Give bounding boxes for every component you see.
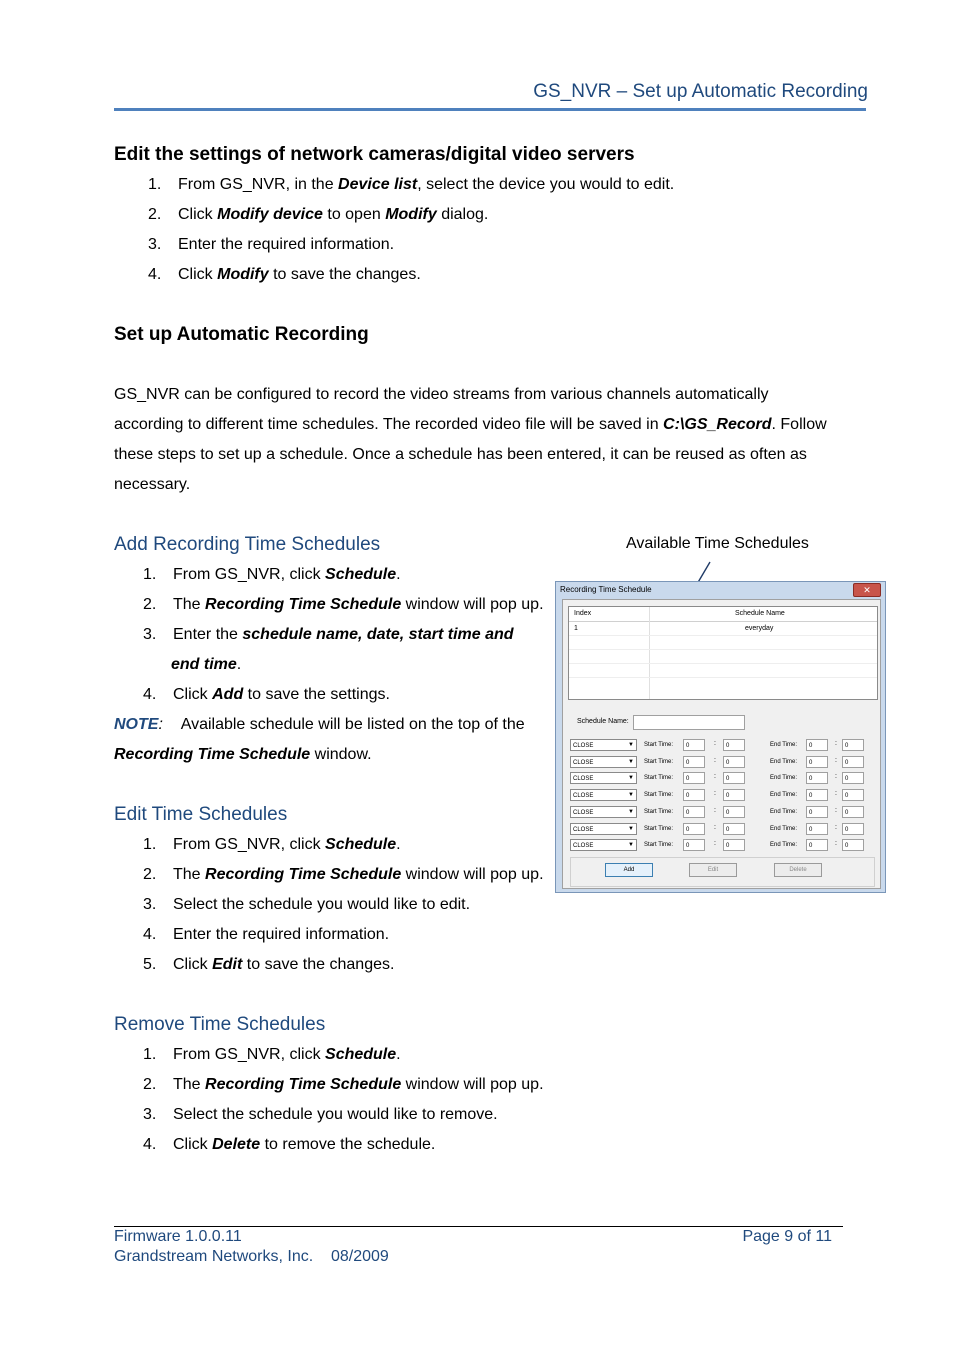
schedule-row	[563, 806, 880, 820]
start-hour-input[interactable]: 0	[683, 839, 705, 851]
end-time-label: End Time:	[770, 792, 798, 799]
list-item: 1. From GS_NVR, in the Device list, select the device you would to edit.	[148, 176, 675, 193]
list-item: 2. The Recording Time Schedule window will pop up.	[143, 1076, 544, 1093]
section-heading-automatic-recording: Set up Automatic Recording	[114, 324, 369, 345]
end-time-label: End Time:	[770, 808, 798, 815]
column-header-schedule-name: Schedule Name	[735, 610, 785, 617]
list-item-continuation: end time.	[171, 656, 242, 673]
subsection-heading-edit: Edit Time Schedules	[114, 804, 288, 825]
start-time-label: Start Time:	[644, 775, 674, 782]
recording-time-schedule-dialog	[555, 581, 886, 893]
end-hour-input[interactable]: 0	[806, 823, 828, 835]
end-time-label: End Time:	[770, 842, 798, 849]
table-cell-schedule-name[interactable]: everyday	[745, 625, 774, 632]
footer-page-number: Page 9 of 11	[742, 1228, 832, 1245]
subsection-heading-remove: Remove Time Schedules	[114, 1014, 326, 1035]
header-rule	[114, 108, 866, 111]
end-minute-input[interactable]: 0	[842, 772, 864, 784]
start-minute-input[interactable]: 0	[723, 823, 745, 835]
day-select[interactable]: CLOSE ▼	[570, 823, 637, 835]
time-separator: :	[835, 806, 837, 814]
time-separator: :	[835, 840, 837, 848]
end-hour-input[interactable]: 0	[806, 839, 828, 851]
chevron-down-icon: ▼	[628, 792, 634, 799]
chevron-down-icon: ▼	[628, 825, 634, 832]
list-item: 1. From GS_NVR, click Schedule.	[143, 1046, 401, 1063]
start-minute-input[interactable]: 0	[723, 806, 745, 818]
time-separator: :	[714, 756, 716, 764]
end-minute-input[interactable]: 0	[842, 823, 864, 835]
start-time-label: Start Time:	[644, 808, 674, 815]
paragraph-line: according to different time schedules. The recorded video file will be saved in C:\GS_Record. Follow	[114, 416, 827, 433]
time-separator: :	[714, 790, 716, 798]
start-time-label: Start Time:	[644, 742, 674, 748]
list-item: 5. Click Edit to save the changes.	[143, 956, 395, 973]
day-select[interactable]: CLOSE ▼	[570, 839, 637, 851]
paragraph-line: necessary.	[114, 476, 191, 493]
list-item: 4. Enter the required information.	[143, 926, 390, 943]
edit-button[interactable]: Edit	[689, 863, 737, 877]
start-minute-input[interactable]: 0	[723, 772, 745, 784]
start-hour-input[interactable]: 0	[683, 823, 705, 835]
end-minute-input[interactable]: 0	[842, 839, 864, 851]
list-item: 2. The Recording Time Schedule window will pop up.	[143, 866, 544, 883]
start-minute-input[interactable]: 0	[723, 789, 745, 801]
start-hour-input[interactable]: 0	[683, 772, 705, 784]
start-hour-input[interactable]: 0	[683, 739, 705, 751]
schedule-row	[563, 789, 880, 803]
list-item: 1. From GS_NVR, click Schedule.	[143, 836, 401, 853]
time-separator: :	[835, 790, 837, 798]
footer-company-date: Grandstream Networks, Inc. 08/2009	[114, 1248, 389, 1265]
close-icon[interactable]: ✕	[853, 583, 881, 597]
footer-rule	[114, 1226, 843, 1227]
list-item: 3. Select the schedule you would like to edit.	[143, 896, 471, 913]
end-minute-input[interactable]: 0	[842, 806, 864, 818]
schedule-name-input[interactable]	[633, 715, 745, 730]
schedule-row	[563, 756, 880, 770]
start-hour-input[interactable]: 0	[683, 756, 705, 768]
start-minute-input[interactable]: 0	[723, 739, 745, 751]
dialog-title: Recording Time Schedule	[560, 585, 652, 594]
footer-firmware: Firmware 1.0.0.11	[114, 1228, 242, 1245]
add-button[interactable]: Add	[605, 863, 653, 877]
end-hour-input[interactable]: 0	[806, 806, 828, 818]
paragraph-line: these steps to set up a schedule. Once a schedule has been entered, it can be reused as often as	[114, 446, 807, 463]
dialog-body	[562, 599, 881, 889]
button-area	[570, 857, 875, 887]
end-minute-input[interactable]: 0	[842, 789, 864, 801]
list-item: 3. Enter the schedule name, date, start time and	[143, 626, 514, 643]
end-time-label: End Time:	[770, 758, 798, 765]
paragraph-line: GS_NVR can be configured to record the video streams from various channels automatically	[114, 386, 769, 403]
list-header	[569, 607, 877, 622]
start-hour-input[interactable]: 0	[683, 789, 705, 801]
schedule-list[interactable]	[568, 606, 878, 700]
time-separator: :	[835, 823, 837, 831]
list-item: 4. Click Modify to save the changes.	[148, 266, 421, 283]
end-minute-input[interactable]: 0	[842, 756, 864, 768]
schedule-name-label: Schedule Name:	[577, 718, 629, 725]
time-separator: :	[835, 740, 837, 747]
end-minute-input[interactable]: 0	[842, 739, 864, 751]
chevron-down-icon: ▼	[628, 808, 634, 815]
day-select[interactable]: CLOSE ▼	[570, 789, 637, 801]
chevron-down-icon: ▼	[628, 758, 634, 765]
list-item: 4. Click Delete to remove the schedule.	[143, 1136, 436, 1153]
subsection-heading-add: Add Recording Time Schedules	[114, 534, 381, 555]
start-hour-input[interactable]: 0	[683, 806, 705, 818]
end-time-label: End Time:	[770, 742, 798, 748]
time-separator: :	[835, 773, 837, 781]
start-minute-input[interactable]: 0	[723, 756, 745, 768]
end-hour-input[interactable]: 0	[806, 789, 828, 801]
figure-callout: Available Time Schedules	[626, 535, 809, 552]
end-time-label: End Time:	[770, 825, 798, 832]
day-select[interactable]: CLOSE ▼	[570, 739, 637, 751]
time-separator: :	[714, 823, 716, 831]
column-header-index: Index	[574, 610, 592, 617]
end-hour-input[interactable]: 0	[806, 739, 828, 751]
list-item: 3. Enter the required information.	[148, 236, 395, 253]
day-select[interactable]: CLOSE ▼	[570, 806, 637, 818]
delete-button[interactable]: Delete	[774, 863, 822, 877]
chevron-down-icon: ▼	[628, 742, 634, 748]
time-separator: :	[714, 840, 716, 848]
section-heading-edit-devices: Edit the settings of network cameras/digital video servers	[114, 144, 635, 165]
table-cell-index[interactable]: 1	[574, 625, 578, 632]
start-time-label: Start Time:	[644, 758, 674, 765]
running-header: GS_NVR – Set up Automatic Recording	[533, 81, 868, 102]
list-item: 2. Click Modify device to open Modify dialog.	[148, 206, 489, 223]
end-hour-input[interactable]: 0	[806, 756, 828, 768]
schedule-row	[563, 772, 880, 786]
chevron-down-icon: ▼	[628, 775, 634, 782]
start-time-label: Start Time:	[644, 842, 674, 849]
start-time-label: Start Time:	[644, 792, 674, 799]
list-item: 1. From GS_NVR, click Schedule.	[143, 566, 401, 583]
list-item: 4. Click Add to save the settings.	[143, 686, 390, 703]
list-item: 2. The Recording Time Schedule window will pop up.	[143, 596, 544, 613]
note: NOTE: Available schedule will be listed on the top of the Recording Time Schedule window.	[114, 716, 525, 763]
time-separator: :	[835, 756, 837, 764]
start-time-label: Start Time:	[644, 825, 674, 832]
time-separator: :	[714, 773, 716, 781]
schedule-row	[563, 823, 880, 837]
end-hour-input[interactable]: 0	[806, 772, 828, 784]
schedule-row	[563, 839, 880, 853]
end-time-label: End Time:	[770, 775, 798, 782]
day-select[interactable]: CLOSE ▼	[570, 772, 637, 784]
schedule-row	[563, 739, 880, 753]
time-separator: :	[714, 806, 716, 814]
time-separator: :	[714, 740, 716, 747]
start-minute-input[interactable]: 0	[723, 839, 745, 851]
list-item: 3. Select the schedule you would like to remove.	[143, 1106, 498, 1123]
day-select[interactable]: CLOSE ▼	[570, 756, 637, 768]
chevron-down-icon: ▼	[628, 842, 634, 849]
